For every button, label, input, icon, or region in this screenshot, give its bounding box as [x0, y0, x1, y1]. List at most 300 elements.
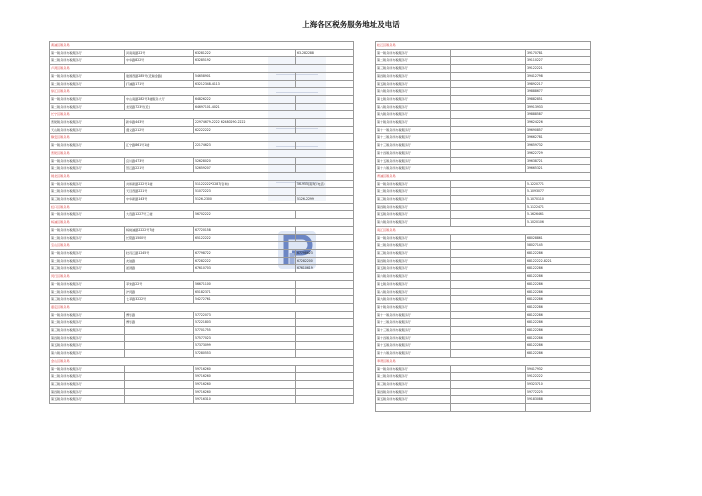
office-phone: 68028861 [526, 234, 591, 242]
office-name: 第三税务所办税服务厅 [50, 196, 125, 204]
office-address: 沪闵路 [125, 288, 194, 296]
office-name: 第一税务所办税服务厅 [376, 49, 451, 57]
office-phone [296, 103, 354, 111]
office-address [125, 342, 194, 350]
office-address [451, 334, 526, 342]
table-row [376, 242, 591, 250]
office-name: 第二税务所办税服务厅 [50, 288, 125, 296]
office-address: 中华路822号 [125, 57, 194, 65]
office-address [451, 157, 526, 165]
district-name: 闵行区税务局 [50, 273, 354, 281]
office-phone [296, 165, 354, 173]
district-name: 黄浦区税务局 [50, 42, 354, 50]
office-name: 第六税务所办税服务厅 [376, 273, 451, 281]
office-phone [296, 296, 354, 304]
office-phone [296, 234, 354, 242]
office-name: 第二税务所办税服务厅 [50, 103, 125, 111]
table-row [376, 72, 591, 80]
office-phone: 56702222 [194, 211, 296, 219]
office-name: 第一税务所办税服务厅 [50, 211, 125, 219]
office-name: 第一税务所办税服务厅 [50, 72, 125, 80]
table-row [376, 373, 591, 381]
office-phone: 54658901 [194, 72, 296, 80]
office-phone [296, 396, 354, 404]
office-address [125, 365, 194, 373]
table-row [50, 119, 354, 127]
office-address: 宜川路473号 [125, 157, 194, 165]
office-address: 打浦路171号 [125, 80, 194, 88]
office-address [451, 165, 526, 173]
office-phone: 65182371 [194, 288, 296, 296]
office-phone: 56671100 [194, 280, 296, 288]
office-address: 友谊路 [125, 257, 194, 265]
office-address: 淞滨路 [125, 265, 194, 273]
office-phone: 52628020 [194, 157, 296, 165]
office-phone: 67798623 [296, 249, 354, 257]
office-phone: 67798722 [194, 249, 296, 257]
office-phone [296, 280, 354, 288]
office-name: 第十税务所办税服务厅 [376, 119, 451, 127]
office-address: 莘朱路22号 [125, 280, 194, 288]
office-phone [296, 388, 354, 396]
office-phone: 39892217 [526, 80, 591, 88]
office-phone: 68122286 [526, 319, 591, 327]
office-phone: 22974679-2222 62480290-2222 [194, 119, 296, 127]
district-header-row [50, 149, 354, 157]
district-name: 普陀区税务局 [50, 149, 354, 157]
office-phone: 51122222*2287(咨询) [194, 180, 296, 188]
office-phone: 68122286 [526, 303, 591, 311]
table-row [50, 211, 354, 219]
table-row [376, 65, 591, 73]
office-address [451, 365, 526, 373]
table-row [376, 88, 591, 96]
table-row [50, 319, 354, 327]
office-name: 天山税务所办税服务厅 [50, 126, 125, 134]
district-name: 徐汇区税务局 [50, 88, 354, 96]
office-address: 长阳路1500号 [125, 234, 194, 242]
district-name: 虹口区税务局 [50, 203, 354, 211]
office-phone [296, 126, 354, 134]
office-address [451, 134, 526, 142]
office-phone: 39690857 [526, 126, 591, 134]
office-address [451, 219, 526, 227]
office-name: 第二税务所办税服务厅 [50, 188, 125, 196]
table-row [376, 280, 591, 288]
office-name: 第二税务所办税服务厅 [376, 188, 451, 196]
table-row [50, 296, 354, 304]
office-phone: 5-1626461 [526, 211, 591, 219]
office-address [451, 257, 526, 265]
office-name: 第二税务所办税服务厅 [376, 57, 451, 65]
office-phone [296, 311, 354, 319]
office-name: 第二税务所办税服务厅 [50, 80, 125, 88]
office-name [376, 404, 451, 412]
office-address [451, 280, 526, 288]
table-row [376, 95, 591, 103]
office-phone: 64697101-4021 [194, 103, 296, 111]
office-address [125, 327, 194, 335]
table-row [376, 265, 591, 273]
table-row [376, 111, 591, 119]
district-header-row [50, 219, 354, 227]
office-address [125, 350, 194, 358]
office-name: 第一税务所办税服务厅 [50, 157, 125, 165]
office-phone: 39110227 [526, 57, 591, 65]
district-header-row [50, 357, 354, 365]
office-name: 第十四税务所办税服务厅 [376, 149, 451, 157]
office-phone [296, 119, 354, 127]
office-address [451, 149, 526, 157]
district-header-row [50, 65, 354, 73]
office-phone: 39170781 [526, 49, 591, 57]
table-row [376, 203, 591, 211]
office-name: 第一税务所办税服务厅 [50, 180, 125, 188]
office-phone: 56-955(查询) 电话: [296, 180, 354, 188]
office-name: 第四税务所办税服务厅 [376, 257, 451, 265]
office-phone: 39659732 [526, 142, 591, 150]
office-phone: 63212348-4113 [194, 80, 296, 88]
office-phone: 5126-2300 [194, 196, 296, 204]
office-phone: 57722073 [194, 311, 296, 319]
office-address: 中华新路143号 [125, 196, 194, 204]
office-address [451, 388, 526, 396]
office-name: 第九税务所办税服务厅 [376, 111, 451, 119]
office-phone [296, 319, 354, 327]
office-address: 河南南路22号 [125, 49, 194, 57]
office-name: 第十五税务所办税服务厅 [376, 157, 451, 165]
office-address [451, 80, 526, 88]
office-phone: 39913933 [526, 103, 591, 111]
office-address: 江宁路861号1楼 [125, 142, 194, 150]
district-header-row [50, 242, 354, 250]
office-phone: 63285192 [194, 57, 296, 65]
office-phone [296, 288, 354, 296]
table-row [50, 226, 354, 234]
table-row [50, 72, 354, 80]
office-phone [296, 72, 354, 80]
office-name: 第一税务所办税服务厅 [50, 226, 125, 234]
office-address [125, 388, 194, 396]
office-phone: 68122286 [526, 342, 591, 350]
table-row [50, 350, 354, 358]
office-phone: 67720158 [194, 226, 296, 234]
office-name: 第八税务所办税服务厅 [376, 103, 451, 111]
office-phone: 39882851 [526, 95, 591, 103]
office-phone [296, 380, 354, 388]
office-address: 杨树浦路2222号7楼 [125, 226, 194, 234]
district-name: 南汇区税务局 [376, 226, 591, 234]
office-address [451, 72, 526, 80]
office-name: 第一税务所办税服务厅 [50, 49, 125, 57]
table-row [376, 342, 591, 350]
office-address [451, 265, 526, 273]
district-header-row [376, 226, 591, 234]
office-address: 大连路1227号三楼 [125, 211, 194, 219]
table-row [50, 396, 354, 404]
district-header-row [50, 42, 354, 50]
office-phone: 51072223 [194, 188, 296, 196]
table-row [50, 180, 354, 188]
office-name: 第四税务所办税服务厅 [376, 388, 451, 396]
office-name: 第七税务所办税服务厅 [376, 280, 451, 288]
table-row [376, 288, 591, 296]
office-address [451, 88, 526, 96]
office-name: 第六税务所办税服务厅 [50, 350, 125, 358]
office-phone: 39662781 [526, 134, 591, 142]
office-name: 第一税务所办税服务厅 [50, 365, 125, 373]
office-phone: 65122222 [194, 234, 296, 242]
office-phone: 58027145 [526, 242, 591, 250]
office-name: 第十三税务所办税服务厅 [376, 327, 451, 335]
table-row [50, 95, 354, 103]
office-name: 第二税务所办税服务厅 [376, 373, 451, 381]
office-phone: 39624226 [526, 119, 591, 127]
office-name: 第三税务所办税服务厅 [50, 265, 125, 273]
table-row [50, 165, 354, 173]
office-name: 第四税务所办税服务厅 [376, 72, 451, 80]
office-name: 第十三税务所办税服务厅 [376, 142, 451, 150]
office-phone: 57280553 [194, 350, 296, 358]
office-name: 第二税务所办税服务厅 [50, 373, 125, 381]
office-name: 第一税务所办税服务厅 [50, 249, 125, 257]
office-name: 第五税务所办税服务厅 [376, 265, 451, 273]
office-address [451, 188, 526, 196]
office-name: 第八税务所办税服务厅 [376, 288, 451, 296]
table-row [376, 188, 591, 196]
office-address [451, 111, 526, 119]
office-name: 第三税务所办税服务厅 [376, 380, 451, 388]
table-row [376, 149, 591, 157]
office-phone: 39622729 [526, 149, 591, 157]
district-name: 松江区税务局 [376, 42, 591, 50]
table-row [376, 234, 591, 242]
table-row [376, 219, 591, 227]
district-name: 卢湾区税务局 [50, 65, 354, 73]
office-address [451, 396, 526, 404]
office-address [451, 288, 526, 296]
table-row [376, 404, 591, 412]
office-phone: 63-282288 [296, 49, 354, 57]
office-address [451, 273, 526, 281]
table-row [50, 142, 354, 150]
office-address [451, 404, 526, 412]
district-name: 宝山区税务局 [50, 242, 354, 250]
office-phone: 59716260 [194, 373, 296, 381]
table-row [376, 303, 591, 311]
office-name: 第十二税务所办税服务厅 [376, 134, 451, 142]
table-row [376, 296, 591, 304]
office-phone: 59323710 [526, 380, 591, 388]
district-name: 奉贤区税务局 [376, 357, 591, 365]
office-phone [296, 373, 354, 381]
table-row [50, 257, 354, 265]
office-address [451, 57, 526, 65]
office-phone: 68122222-8221 [526, 257, 591, 265]
office-name: 第三税务所办税服务厅 [376, 249, 451, 257]
district-header-row [50, 303, 354, 311]
office-phone: 5-1122471 [526, 203, 591, 211]
district-name: 闸北区税务局 [50, 172, 354, 180]
office-phone: 57221803 [194, 319, 296, 327]
office-phone: 67610619 [296, 265, 354, 273]
table-row [50, 103, 354, 111]
office-phone: 59122222 [526, 373, 591, 381]
office-phone: 39665321 [526, 165, 591, 173]
office-name: 第十五税务所办税服务厅 [376, 342, 451, 350]
office-phone: 68122286 [526, 249, 591, 257]
table-row [376, 180, 591, 188]
table-row [376, 196, 591, 204]
office-phone: 5-1093077 [526, 188, 591, 196]
office-address: 怒江路221号 [125, 165, 194, 173]
office-phone: 68122286 [526, 273, 591, 281]
office-name: 第十一税务所办税服务厅 [376, 311, 451, 319]
office-address [451, 342, 526, 350]
table-row [50, 188, 354, 196]
office-name: 第五税务所办税服务厅 [50, 342, 125, 350]
table-row [376, 396, 591, 404]
office-phone: 68122286 [526, 288, 591, 296]
office-phone [296, 211, 354, 219]
district-name: 嘉定区税务局 [50, 303, 354, 311]
office-address [451, 249, 526, 257]
table-row [376, 273, 591, 281]
table-row [376, 80, 591, 88]
table-row [50, 342, 354, 350]
table-row [50, 365, 354, 373]
office-phone: 68122286 [526, 350, 591, 358]
office-phone: 67282200 [296, 257, 354, 265]
table-row [50, 288, 354, 296]
office-address: 牡丹江路1245号 [125, 249, 194, 257]
table-row [50, 249, 354, 257]
table-row [50, 80, 354, 88]
office-name: 第十税务所办税服务厅 [376, 303, 451, 311]
office-phone: 57373099 [194, 342, 296, 350]
table-row [50, 234, 354, 242]
office-phone: 59716260 [194, 388, 296, 396]
table-row [376, 103, 591, 111]
office-phone: 64826222 [194, 95, 296, 103]
table-row [50, 334, 354, 342]
office-phone: 68122286 [526, 334, 591, 342]
office-phone [526, 404, 591, 412]
table-row [376, 165, 591, 173]
office-phone: 68122286 [526, 265, 591, 273]
table-row [376, 334, 591, 342]
district-header-row [376, 357, 591, 365]
office-address [125, 334, 194, 342]
office-name: 第五税务所办税服务厅 [376, 211, 451, 219]
office-phone: 67610703 [194, 265, 296, 273]
table-row [376, 388, 591, 396]
office-address [451, 380, 526, 388]
table-row [376, 249, 591, 257]
office-phone [296, 350, 354, 358]
office-address: 中山南路282号3楼服务大厅 [125, 95, 194, 103]
district-name: 青浦区税务局 [376, 172, 591, 180]
office-address: 天目西路221号 [125, 188, 194, 196]
office-name: 第二税务所办税服务厅 [50, 257, 125, 265]
table-row [50, 265, 354, 273]
office-phone: 54272761 [194, 296, 296, 304]
office-name: 第十一税务所办税服务厅 [376, 126, 451, 134]
office-address [125, 373, 194, 381]
office-name: 第九税务所办税服务厅 [376, 296, 451, 304]
table-row [376, 119, 591, 127]
table-row [50, 311, 354, 319]
office-address [451, 234, 526, 242]
office-phone: 57577023 [194, 334, 296, 342]
office-address [451, 350, 526, 358]
office-phone [296, 95, 354, 103]
office-address [451, 95, 526, 103]
district-header-row [50, 111, 354, 119]
office-name: 第七税务所办税服务厅 [376, 95, 451, 103]
district-name: 金山区税务局 [50, 357, 354, 365]
office-name: 第四税务所办税服务厅 [50, 388, 125, 396]
office-phone: 39122221 [526, 65, 591, 73]
office-name: 第二税务所办税服务厅 [50, 57, 125, 65]
office-address [125, 380, 194, 388]
office-name: 第十二税务所办税服务厅 [376, 319, 451, 327]
table-row [50, 327, 354, 335]
office-name: 第四税务所办税服务厅 [50, 334, 125, 342]
table-row [376, 350, 591, 358]
office-address [451, 65, 526, 73]
table-row [376, 57, 591, 65]
table-row [50, 49, 354, 57]
office-name: 第二税务所办税服务厅 [50, 319, 125, 327]
office-phone: 5-1070110 [526, 196, 591, 204]
office-phone: 39638721 [526, 157, 591, 165]
office-address [451, 203, 526, 211]
office-name: 第一税务所办税服务厅 [50, 280, 125, 288]
office-phone [296, 365, 354, 373]
office-name: 第一税务所办税服务厅 [50, 311, 125, 319]
office-address: 博乐路 [125, 319, 194, 327]
office-address [451, 119, 526, 127]
office-name: 第一税务所办税服务厅 [50, 142, 125, 150]
office-phone: 62222222 [194, 126, 296, 134]
office-name: 第三税务所办税服务厅 [376, 65, 451, 73]
office-address [451, 242, 526, 250]
district-name: 长宁区税务局 [50, 111, 354, 119]
office-address [451, 296, 526, 304]
office-name: 第四税务所办税服务厅 [376, 203, 451, 211]
office-phone: 59772225 [526, 388, 591, 396]
office-name: 第三税务所办税服务厅 [376, 196, 451, 204]
office-name: 第五税务所办税服务厅 [50, 396, 125, 404]
office-name: 第十六税务所办税服务厅 [376, 165, 451, 173]
office-address [451, 327, 526, 335]
table-row [376, 126, 591, 134]
office-phone [296, 57, 354, 65]
office-phone: 5126-2299 [296, 196, 354, 204]
district-name: 静安区税务局 [50, 134, 354, 142]
table-row [376, 380, 591, 388]
office-phone: 68122286 [526, 311, 591, 319]
office-phone [296, 142, 354, 150]
office-name: 第五税务所办税服务厅 [376, 396, 451, 404]
office-address [451, 103, 526, 111]
office-address [451, 303, 526, 311]
table-row [50, 280, 354, 288]
office-address: 建国西路285号(近瑞金路) [125, 72, 194, 80]
office-name: 第一税务所办税服务厅 [376, 180, 451, 188]
district-header-row [50, 134, 354, 142]
